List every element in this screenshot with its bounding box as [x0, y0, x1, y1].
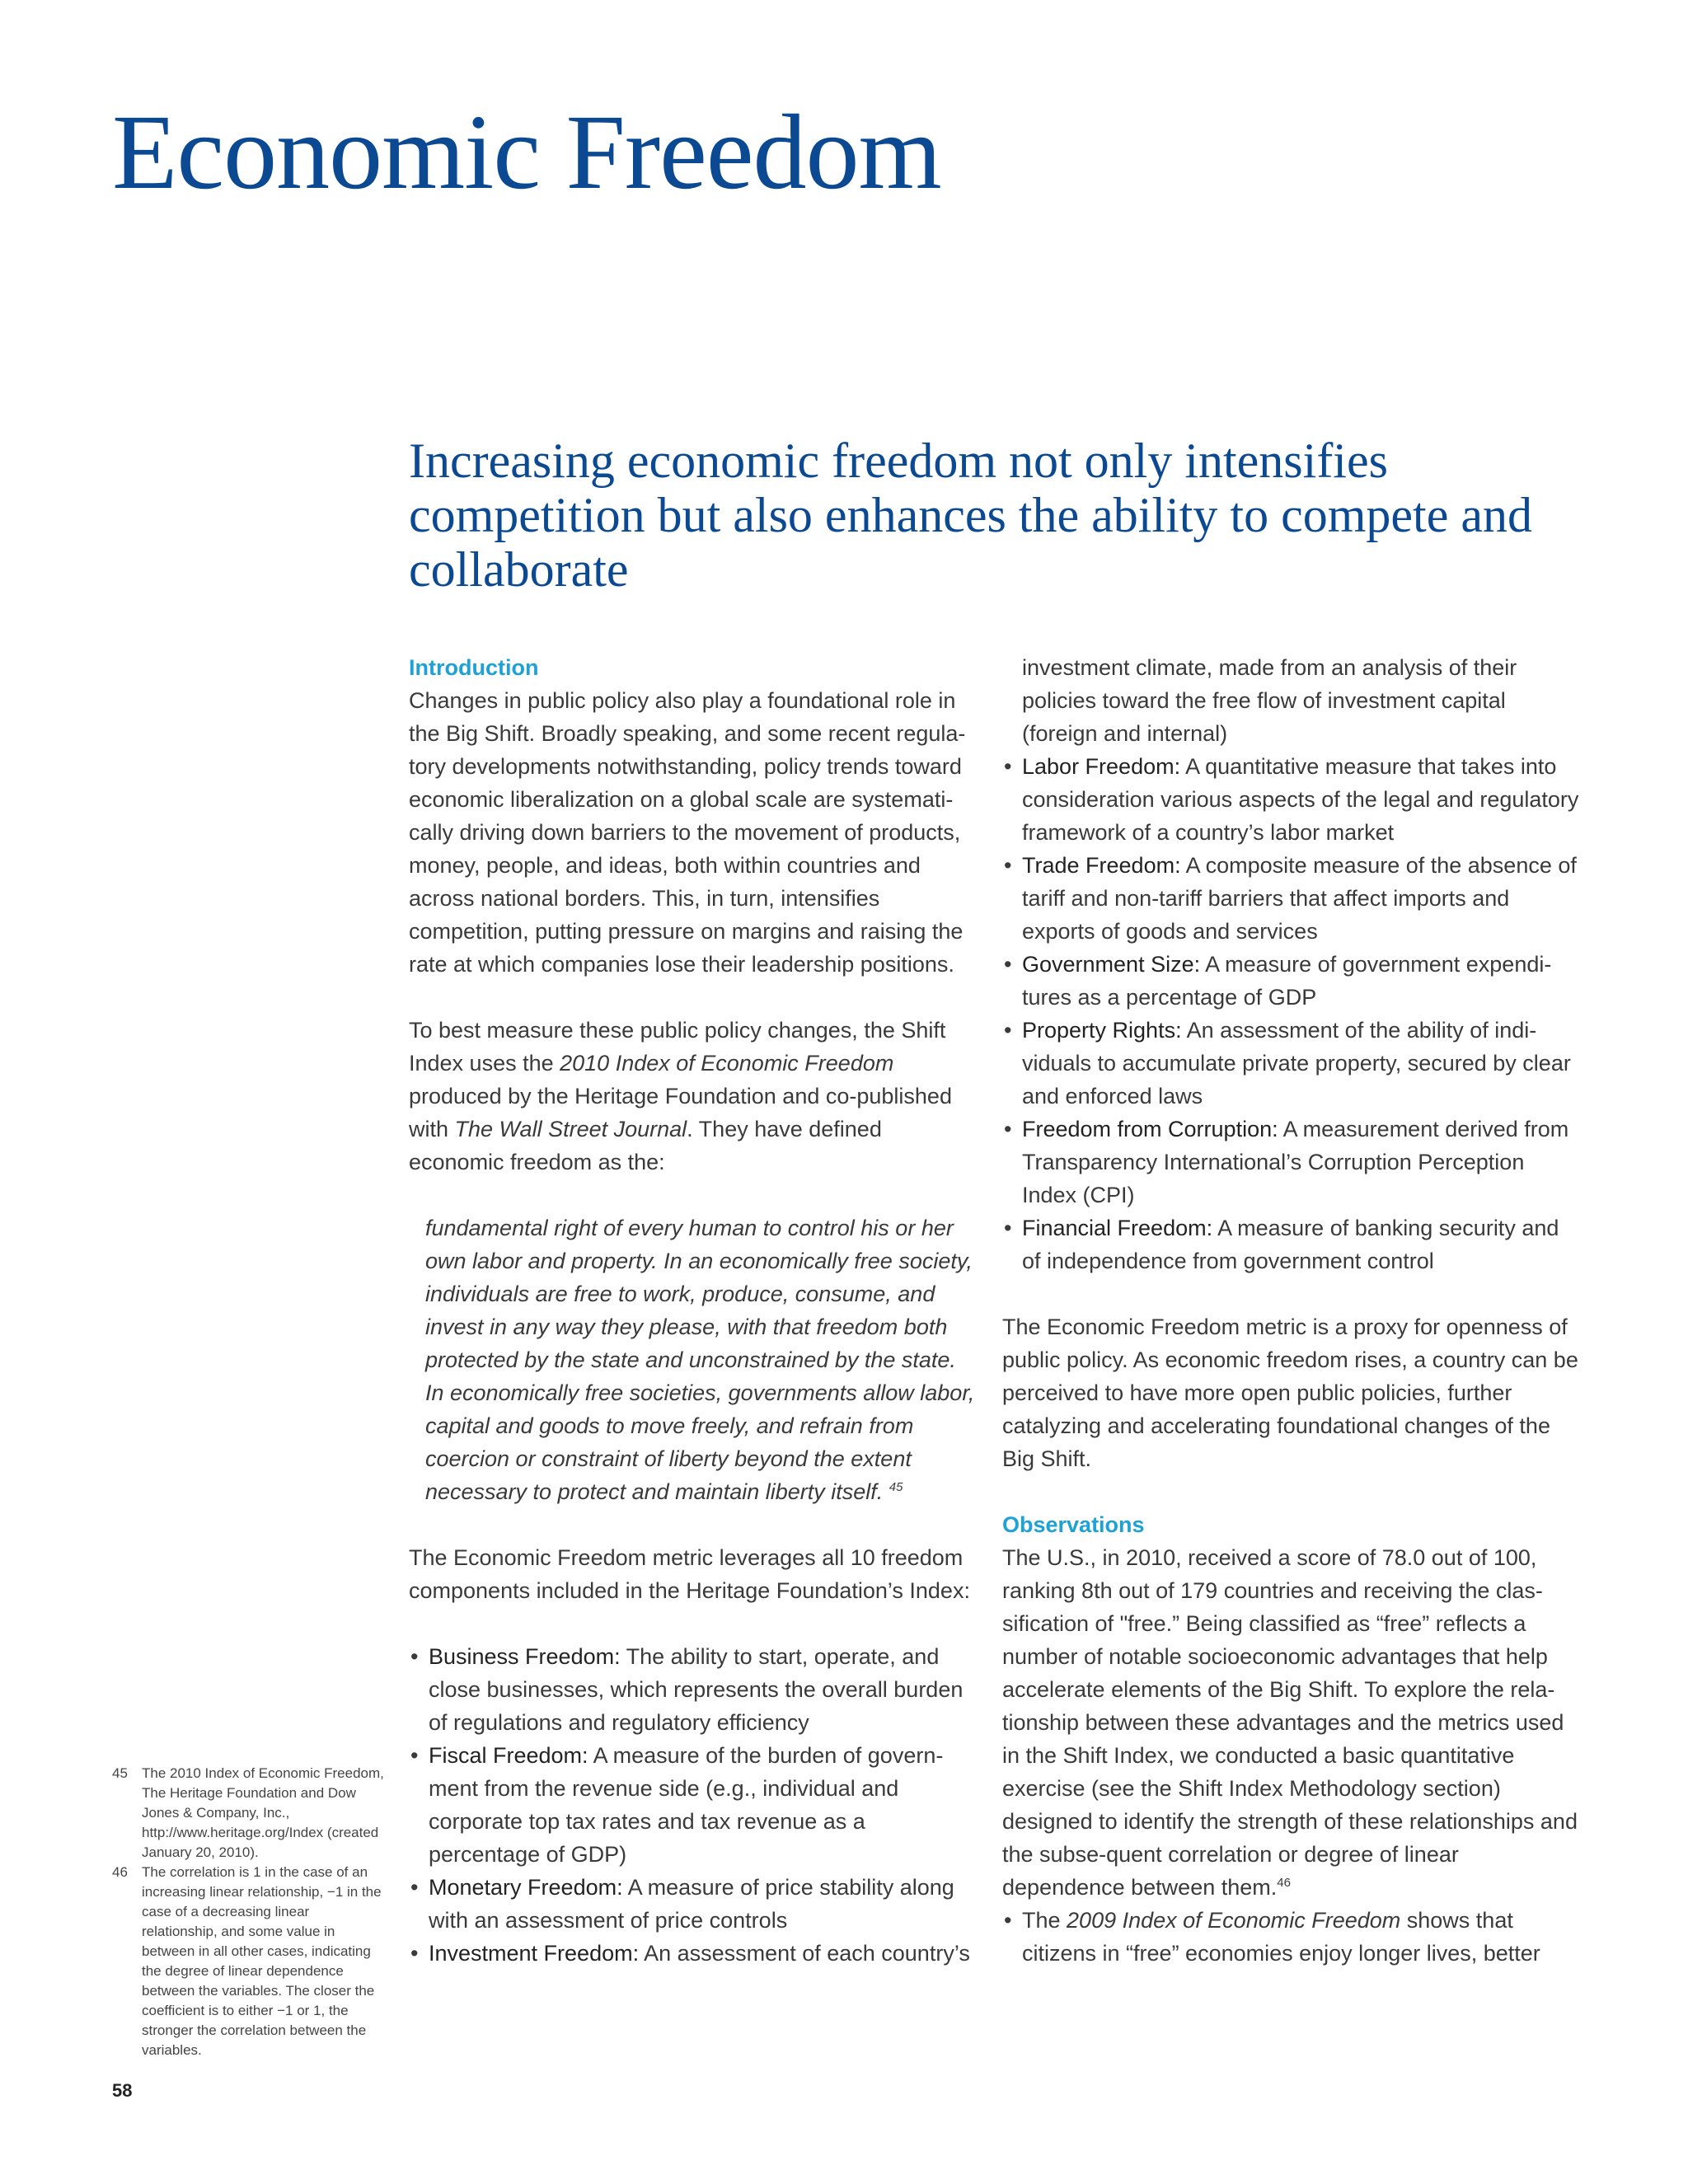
quote-text: fundamental right of every human to control his or her own labor and property. In an economically free society, individuals are free to work, produce, consume, and invest in any way they please, with that freedom both protected by the state and unconstrained by the state. In economically free societies, governments allow labor, capital and goods to move freely, and refrain from coercion or constraint of liberty beyond the extent necessary to protect and maintain liberty itself.: [425, 1216, 975, 1504]
proxy-paragraph: The Economic Freedom metric is a proxy for openness of public policy. As economic freedom rises, a country can be perceived to have more open public policies, further catalyzing and accelerating foundational changes of the Big Shift.: [1002, 1315, 1578, 1471]
list-item: [409, 1739, 978, 1871]
component-term: Labor Freedom:: [1022, 754, 1181, 779]
footnote-ref-45: 45: [889, 1480, 903, 1494]
definition-quote: [425, 1212, 978, 1508]
component-desc: A measure of banking security and of independence from government control: [1022, 1216, 1559, 1273]
intro-p2-text-a: To best measure these public policy changes, the Shift Index uses the: [409, 1018, 946, 1076]
footnote-46: [112, 1863, 384, 2060]
component-desc: A measure of price stability along with an assessment of price controls: [429, 1875, 954, 1933]
list-item: [1002, 1904, 1579, 1970]
intro-p2-text-e: . They have defined economic freedom as the:: [409, 1117, 882, 1174]
right-column: [1002, 651, 1579, 1970]
component-desc: A quantitative measure that takes into consideration various aspects of the legal and regulatory framework of a country’s labor market: [1022, 754, 1579, 845]
component-term: Fiscal Freedom:: [429, 1743, 588, 1768]
components-list-right: [1002, 750, 1579, 1277]
bullet-text-a: The: [1022, 1908, 1067, 1933]
component-desc: A measure of government expendi-tures as a percentage of GDP: [1022, 952, 1552, 1010]
investment-freedom-continued: investment climate, made from an analysis of their policies toward the free flow of investment capital (foreign and internal): [1022, 655, 1517, 746]
page-subtitle: Increasing economic freedom not only intensifies competition but also enhances the ability to compete and collaborate: [409, 434, 1532, 597]
component-desc: An assessment of each country’s: [639, 1941, 970, 1966]
list-item: [1002, 849, 1579, 948]
intro-paragraph-2: [409, 1014, 978, 1179]
wsj-title-italic: The Wall Street Journal: [454, 1117, 687, 1141]
footnote-number: 46: [112, 1864, 128, 1880]
page-number: 58: [112, 2080, 133, 2101]
bullet-text-c: shows that citizens in “free” economies enjoy longer lives, better: [1022, 1908, 1540, 1966]
observations-text: The U.S., in 2010, received a score of 78.0 out of 100, ranking 8th out of 179 countries and receiving the clas-sification of "free.” Being classified as “free” reflects a number of notable socioeconomic advantages that help accelerate elements of the Big Shift. To explore the rela-tionship between these advantages and the metrics used in the Shift Index, we conducted a basic quantitative exercise (see the Shift Index Methodology section) designed to identify the strength of these relationships and the subse-quent correlation or degree of linear dependence between them.: [1002, 1545, 1578, 1900]
page-title: Economic Freedom: [112, 93, 941, 212]
component-desc: The ability to start, operate, and close businesses, which represents the overall burden of regulations and regulatory efficiency: [429, 1644, 964, 1735]
component-term: Financial Freedom:: [1022, 1216, 1213, 1240]
intro-paragraph-1: Changes in public policy also play a foundational role in the Big Shift. Broadly speaking, and some recent regula-tory developments notwithstanding, policy trends toward economic liberalization on a global scale are systemati-cally driving down barriers to the movement of products, money, people, and ideas, both within countries and across national borders. This, in turn, intensifies competition, putting pressure on margins and raising the rate at which companies lose their leadership positions.: [409, 688, 966, 977]
component-desc: A composite measure of the absence of tariff and non-tariff barriers that affect imports and exports of goods and services: [1022, 853, 1577, 944]
list-item: [409, 1937, 978, 1970]
component-desc: An assessment of the ability of indi-viduals to accumulate private property, secured by clear and enforced laws: [1022, 1018, 1571, 1108]
component-term: Investment Freedom:: [429, 1941, 640, 1966]
intro-paragraph-3: The Economic Freedom metric leverages all 10 freedom components included in the Heritage Foundation’s Index:: [409, 1545, 970, 1603]
introduction-heading: Introduction: [409, 655, 539, 680]
observations-paragraph-1: [1002, 1541, 1579, 1904]
index-title-italic: 2010 Index of Economic Freedom: [560, 1051, 894, 1076]
component-term: Property Rights:: [1022, 1018, 1182, 1043]
component-desc: A measure of the burden of govern-ment from the revenue side (e.g., individual and corporate top tax rates and tax revenue as a percentage of GDP): [429, 1743, 944, 1867]
component-term: Government Size:: [1022, 952, 1201, 977]
list-item: [409, 1871, 978, 1937]
list-item: [1002, 750, 1579, 849]
list-item: [1002, 1212, 1579, 1277]
footnote-45: [112, 1764, 384, 1863]
list-item: [1002, 1113, 1579, 1212]
intro-p2-text-c: produced by the Heritage Foundation and co-published with: [409, 1084, 952, 1141]
component-term: Monetary Freedom:: [429, 1875, 623, 1900]
footnote-text: The 2010 Index of Economic Freedom, The Heritage Foundation and Dow Jones & Company, Inc., http://www.heritage.org/Index (created January 20, 2010).: [142, 1765, 384, 1860]
left-column: [409, 651, 978, 1970]
footnote-ref-46: 46: [1277, 1876, 1291, 1890]
observations-heading: Observations: [1002, 1512, 1145, 1537]
component-desc: A measurement derived from Transparency International’s Corruption Perception Index (CPI): [1022, 1117, 1569, 1207]
footnote-text: The correlation is 1 in the case of an increasing linear relationship, −1 in the case of a decreasing linear relationship, and some value in between in all other cases, indicating the degree of linear dependence between the variables. The closer the coefficient is to either −1 or 1, the stronger the correlation between the variables.: [142, 1864, 382, 2058]
component-term: Freedom from Corruption:: [1022, 1117, 1278, 1141]
components-list-left: [409, 1640, 978, 1970]
observations-list: [1002, 1904, 1579, 1970]
component-term: Business Freedom:: [429, 1644, 621, 1669]
list-item: [409, 1640, 978, 1739]
footnotes: [112, 1764, 384, 2060]
component-term: Trade Freedom:: [1022, 853, 1181, 878]
footnote-number: 45: [112, 1765, 128, 1781]
list-item: [1002, 948, 1579, 1014]
list-item: [1002, 1014, 1579, 1113]
index-2009-italic: 2009 Index of Economic Freedom: [1067, 1908, 1401, 1933]
